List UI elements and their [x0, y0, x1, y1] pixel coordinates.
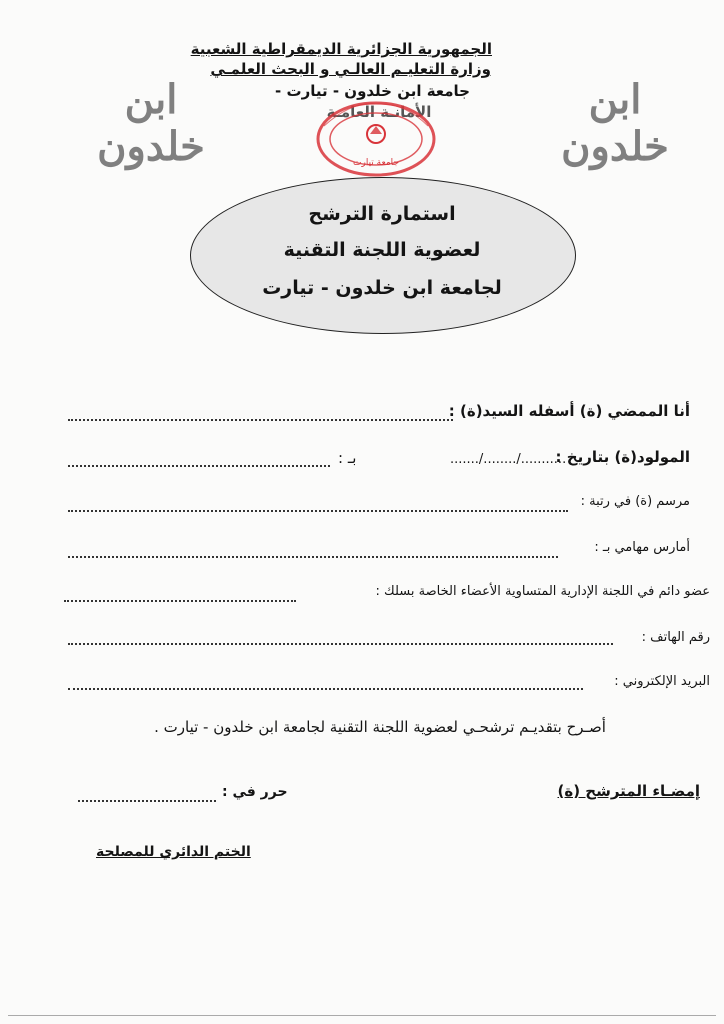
phone-label: رقم الهاتف : [641, 630, 710, 645]
rank-label: مرسم (ة) في رتبة : [580, 494, 690, 509]
name-field[interactable] [68, 419, 453, 421]
birth-place-label: بـ : [338, 449, 357, 467]
declaration-text: أصـرح بتقديـم ترشحـي لعضوية اللجنة التقنية لجامعة ابن خلدون - تيارت . [154, 718, 606, 736]
committee-label: عضو دائم في اللجنة الإدارية المتساوية الأعضاء الخاصة بسلك : [375, 584, 710, 599]
page-bottom-rule [8, 1015, 716, 1016]
university-logo-left: ابن خلدون [97, 76, 205, 170]
rank-field[interactable] [68, 510, 568, 512]
service-seal-label: الختم الدائري للمصلحة [96, 844, 251, 860]
candidate-signature-label: إمضـاء المترشح (ة) [557, 782, 700, 800]
header-ministry: وزارة التعليـم العالـي و البحث العلمـي [210, 60, 491, 78]
university-logo-right: ابن خلدون [561, 76, 669, 170]
committee-field[interactable] [64, 600, 296, 602]
header-university: جامعة ابن خلدون - تيارت - [275, 82, 470, 100]
duties-label: أمارس مهامي بـ : [594, 540, 690, 555]
birth-date-label: المولود(ة) بتاريخ : [555, 448, 690, 466]
form-title: استمارة الترشح [308, 203, 456, 225]
header-republic: الجمهورية الجزائرية الديمقراطية الشعبية [190, 40, 492, 58]
duties-field[interactable] [68, 556, 558, 558]
birth-place-field[interactable] [68, 465, 330, 467]
form-subtitle-university: لجامعة ابن خلدون - تيارت [262, 277, 502, 299]
header-general-secretariat: الأمانـة العامـة [326, 103, 432, 121]
stamp-text: جامعة تيارت [353, 158, 399, 168]
university-stamp-icon [312, 96, 440, 182]
phone-field[interactable] [68, 643, 613, 645]
form-subtitle-committee: لعضوية اللجنة التقنية [283, 239, 481, 261]
email-label: البريد الإلكتروني : [614, 674, 710, 689]
done-at-label: حرر في : [222, 784, 288, 800]
done-at-field[interactable] [78, 800, 216, 802]
name-label: أنا الممضي (ة) أسفله السيد(ة) : [448, 402, 690, 420]
email-field[interactable] [68, 688, 583, 690]
birth-date-field[interactable]: ......./......../........... [450, 452, 567, 467]
